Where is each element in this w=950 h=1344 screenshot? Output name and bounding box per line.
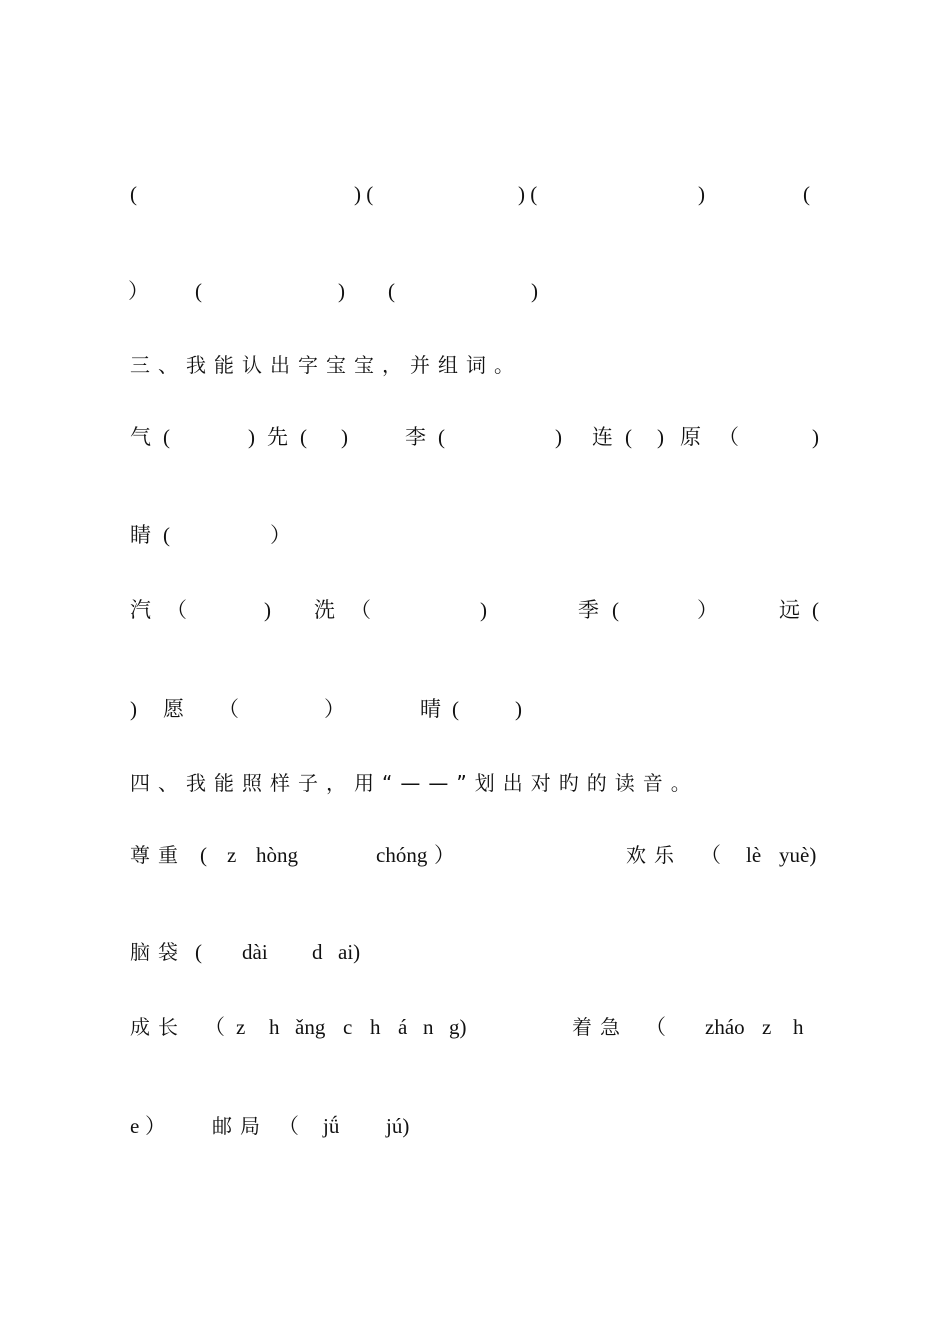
paren-pair: ) ( xyxy=(518,182,538,206)
paren-close: ） xyxy=(128,279,149,303)
paren-close: ） xyxy=(324,697,345,721)
paren-close: ) xyxy=(555,425,562,449)
pinyin-option: zháo xyxy=(705,1015,745,1039)
pinyin-letter: n xyxy=(423,1015,434,1039)
section-4-heading xyxy=(0,766,950,800)
paren-close: ) xyxy=(130,697,137,721)
section-3-row-2 xyxy=(0,518,950,552)
pinyin-letter: z xyxy=(762,1015,772,1039)
paren-open: ( xyxy=(300,425,307,449)
paren-open: ( xyxy=(388,279,395,303)
paren-open: （ xyxy=(718,425,739,449)
paren-close: ） xyxy=(145,1114,166,1138)
word-huanle: 欢乐 xyxy=(626,843,682,867)
paren-close: ) xyxy=(341,425,348,449)
char-yuan: 原 xyxy=(680,425,701,449)
paren-open: ( xyxy=(195,279,202,303)
paren-open: （ xyxy=(166,598,187,622)
pinyin-letter: h xyxy=(793,1015,804,1039)
paren-row-2 xyxy=(0,274,950,308)
paren-open: ( xyxy=(195,940,202,964)
paren-open: ( xyxy=(438,425,445,449)
pinyin-option: lè xyxy=(746,843,762,867)
paren-close: ） xyxy=(270,523,291,547)
section-heading-text: 三、我能认出字宝宝，并组词。 xyxy=(130,353,522,377)
word-chengzhang: 成长 xyxy=(130,1015,186,1039)
char-qi: 气 xyxy=(130,425,151,449)
paren-close: ) xyxy=(480,598,487,622)
paren-open: ( xyxy=(803,182,810,206)
pinyin-letter: c xyxy=(343,1015,353,1039)
pinyin-letter: z xyxy=(236,1015,246,1039)
pinyin-option: jǘ xyxy=(323,1114,340,1138)
paren-close: ) xyxy=(264,598,271,622)
section-3-row-3 xyxy=(0,593,950,627)
char-xian: 先 xyxy=(267,425,288,449)
section-4-row-4 xyxy=(0,1109,950,1143)
paren-close: ) xyxy=(515,697,522,721)
char-qi-steam: 汽 xyxy=(130,598,151,622)
pinyin-option: hòng xyxy=(256,843,298,867)
pinyin-option: yuè) xyxy=(779,843,817,867)
section-3-heading xyxy=(0,348,950,382)
paren-close: ) xyxy=(338,279,345,303)
paren-open: ( xyxy=(200,843,207,867)
paren-open: （ xyxy=(278,1114,299,1138)
pinyin-option: jú) xyxy=(386,1114,410,1138)
char-xi: 洗 xyxy=(314,598,335,622)
paren-pair: ) ( xyxy=(354,182,374,206)
char-lian: 连 xyxy=(592,425,613,449)
paren-close: ） xyxy=(697,598,718,622)
paren-open: （ xyxy=(645,1015,666,1039)
word-zhaoji: 着急 xyxy=(572,1015,628,1039)
char-li: 李 xyxy=(405,425,426,449)
pinyin-option: z xyxy=(227,843,237,867)
section-heading-text: 四、我能照样子，用“——”划出对旳的读音。 xyxy=(130,771,699,795)
paren-open: ( xyxy=(163,523,170,547)
paren-close: ) xyxy=(812,425,819,449)
char-yuan-wish: 愿 xyxy=(163,697,184,721)
paren-close: ） xyxy=(434,843,455,867)
paren-open: （ xyxy=(700,843,721,867)
paren-close: ) xyxy=(698,182,705,206)
section-4-row-1 xyxy=(0,838,950,872)
paren-close: ) xyxy=(531,279,538,303)
paren-open: ( xyxy=(452,697,459,721)
paren-open: ( xyxy=(130,182,137,206)
char-qing: 晴 xyxy=(420,697,441,721)
paren-open: （ xyxy=(204,1015,225,1039)
word-zunzhong: 尊重 xyxy=(130,843,186,867)
word-youju: 邮局 xyxy=(212,1114,268,1138)
section-3-row-1 xyxy=(0,420,950,454)
pinyin-letter: h xyxy=(370,1015,381,1039)
pinyin-letter: e xyxy=(130,1114,140,1138)
pinyin-option: d xyxy=(312,940,323,964)
paren-open: （ xyxy=(350,598,371,622)
pinyin-letter: g) xyxy=(449,1015,467,1039)
pinyin-letter: h xyxy=(269,1015,280,1039)
pinyin-letter: á xyxy=(398,1015,408,1039)
paren-open: ( xyxy=(625,425,632,449)
char-jing: 睛 xyxy=(130,523,151,547)
pinyin-option: ai) xyxy=(338,940,361,964)
paren-open: （ xyxy=(218,697,239,721)
section-4-row-3 xyxy=(0,1010,950,1044)
paren-row-1 xyxy=(0,177,950,211)
char-ji: 季 xyxy=(578,598,599,622)
paren-open: ( xyxy=(163,425,170,449)
char-yuan-far: 远 xyxy=(779,598,800,622)
paren-close: ) xyxy=(248,425,255,449)
paren-open: ( xyxy=(812,598,819,622)
pinyin-option: chóng xyxy=(376,843,428,867)
pinyin-letter: ǎng xyxy=(295,1015,326,1039)
pinyin-option: dài xyxy=(242,940,268,964)
section-4-row-2 xyxy=(0,935,950,969)
paren-close: ) xyxy=(657,425,664,449)
word-naodai: 脑袋 xyxy=(130,940,186,964)
paren-open: ( xyxy=(612,598,619,622)
section-3-row-4 xyxy=(0,692,950,726)
